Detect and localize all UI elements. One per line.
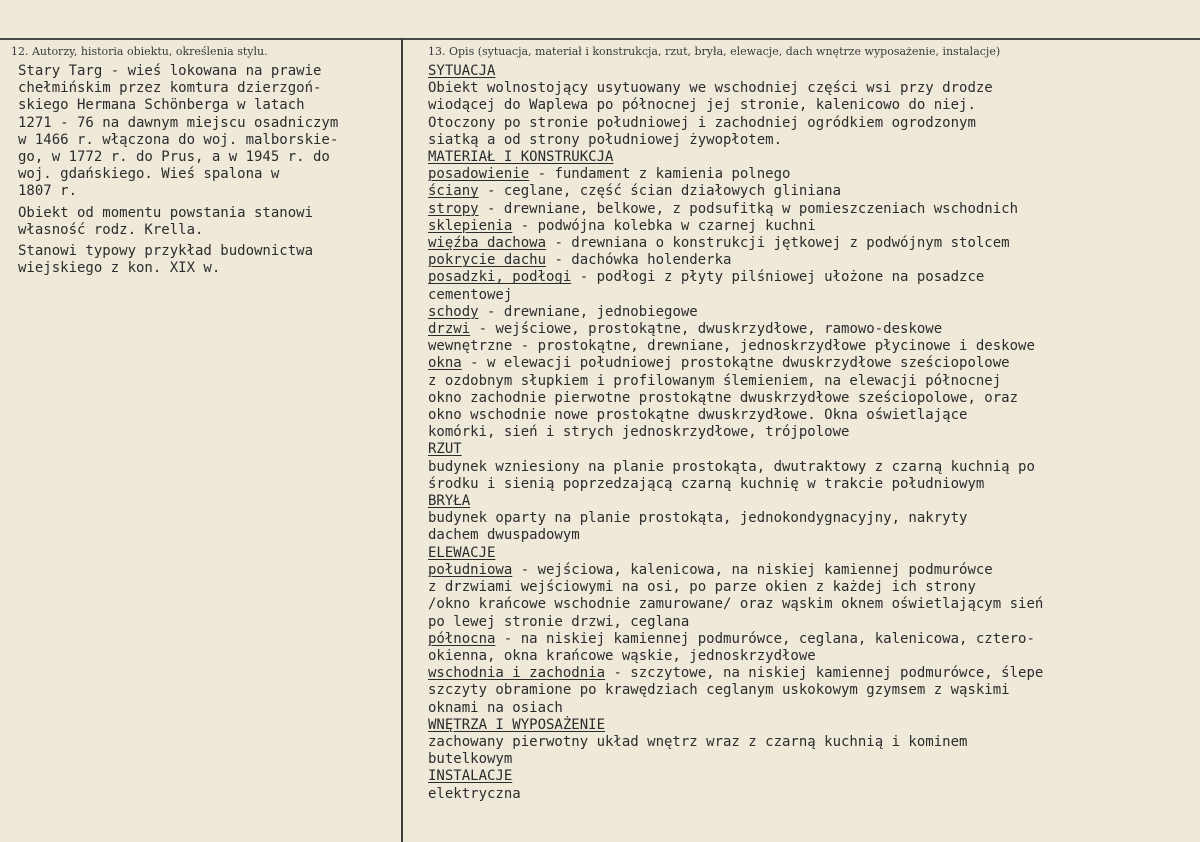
description-line — [428, 734, 1198, 751]
description-line — [428, 390, 1198, 407]
field-text: okno wschodnie nowe prostokątne dwuskrzydłowe. Okna oświetlające — [428, 407, 968, 424]
field-label: ściany — [428, 183, 479, 200]
description-line — [428, 614, 1198, 631]
description-line — [428, 132, 1198, 149]
field-label: stropy — [428, 200, 479, 217]
field-text: - wejściowa, kalenicowa, na niskiej kamiennej podmurówce — [512, 561, 993, 578]
description-line — [428, 80, 1198, 97]
field-text: dachem dwuspadowym — [428, 527, 580, 544]
field-text: butelkowym — [428, 751, 513, 768]
section-heading — [428, 768, 1198, 785]
section-heading-label: MATERIAŁ I KONSTRUKCJA — [428, 149, 614, 166]
field-text: z drzwiami wejściowymi na osi, po parze okien z każdej ich strony — [428, 579, 976, 596]
field-text: szczyty obramione po krawędziach ceglanym uskokowym gzymsem z wąskimi — [428, 682, 1010, 699]
field-text: okienna, okna krańcowe wąskie, jednoskrzydłowe — [428, 647, 816, 664]
field-label: pokrycie dachu — [428, 252, 547, 269]
field-text: - drewniana o konstrukcji jętkowej z podwójnym stolcem — [546, 235, 1010, 252]
description-line — [428, 338, 1198, 355]
field-text: środku i sienią poprzedzającą czarną kuchnię w trakcie południowym — [428, 475, 985, 492]
section-heading — [428, 441, 1198, 458]
description-line — [428, 786, 1198, 803]
history-column — [18, 63, 398, 277]
field-label: wschodnia i zachodnia — [428, 665, 606, 682]
field-label: sklepienia — [428, 217, 513, 234]
section-heading — [428, 63, 1198, 80]
column-divider — [401, 38, 403, 842]
field-text: siatką a od strony południowej żywopłotem. — [428, 131, 783, 148]
description-line — [428, 682, 1198, 699]
field-text: - w elewacji południowej prostokątne dwuskrzydłowe sześciopolowe — [461, 355, 1010, 372]
field-text: oknami na osiach — [428, 699, 563, 716]
section-heading-label: WNĘTRZA I WYPOSAŻENIE — [428, 716, 606, 733]
field-text: po lewej stronie drzwi, ceglana — [428, 613, 690, 630]
field-label: północna — [428, 630, 496, 647]
field-text: komórki, sień i strych jednoskrzydłowe, trójpolowe — [428, 424, 850, 441]
field-label: okna — [428, 355, 462, 372]
section-heading — [428, 493, 1198, 510]
description-line — [428, 269, 1198, 286]
field-text: wewnętrzne - prostokątne, drewniane, jednoskrzydłowe płycinowe i deskowe — [428, 338, 1035, 355]
field-text: - wejściowe, prostokątne, dwuskrzydłowe, ramowo-deskowe — [470, 321, 943, 338]
field-text: - podwójna kolebka w czarnej kuchni — [512, 217, 816, 234]
history-line: skiego Hermana Schönberga w latach — [18, 97, 305, 114]
section-heading — [428, 149, 1198, 166]
history-line: wiejskiego z kon. XIX w. — [18, 260, 221, 277]
history-line: Obiekt od momentu powstania stanowi — [18, 204, 314, 221]
field-text: /okno krańcowe wschodnie zamurowane/ oraz wąskim oknem oświetlającym sień — [428, 596, 1044, 613]
description-line — [428, 373, 1198, 390]
field-text: - fundament z kamienia polnego — [529, 166, 791, 183]
description-line — [428, 304, 1198, 321]
description-line — [428, 665, 1198, 682]
field-text: wiodącej do Waplewa po północnej jej stronie, kalenicowo do niej. — [428, 97, 976, 114]
history-line: chełmińskim przez komtura dzierzgoń- — [18, 80, 322, 97]
description-line — [428, 527, 1198, 544]
description-line — [428, 218, 1198, 235]
description-line — [428, 201, 1198, 218]
history-line: Stanowi typowy przykład budownictwa — [18, 243, 314, 260]
field-label: posadzki, podłogi — [428, 269, 572, 286]
field-text: - szczytowe, na niskiej kamiennej podmurówce, ślepe — [605, 665, 1044, 682]
field-text: - drewniane, jednobiegowe — [478, 303, 698, 320]
description-line — [428, 355, 1198, 372]
description-line — [428, 459, 1198, 476]
field-text: zachowany pierwotny układ wnętrz wraz z czarną kuchnią i kominem — [428, 733, 968, 750]
description-line — [428, 115, 1198, 132]
description-line — [428, 700, 1198, 717]
history-line: w 1466 r. włączona do woj. malborskie- — [18, 131, 339, 148]
description-line — [428, 562, 1198, 579]
section-heading-label: INSTALACJE — [428, 768, 513, 785]
description-line — [428, 407, 1198, 424]
section-12-header: 12. Autorzy, historia obiektu, określenia stylu. — [11, 45, 268, 58]
description-line — [428, 97, 1198, 114]
section-heading — [428, 545, 1198, 562]
description-line — [428, 751, 1198, 768]
description-column — [428, 63, 1198, 803]
history-line: woj. gdańskiego. Wieś spalona w — [18, 166, 280, 183]
field-text: z ozdobnym słupkiem i profilowanym ślemieniem, na elewacji północnej — [428, 372, 1002, 389]
description-line — [428, 287, 1198, 304]
field-text: - na niskiej kamiennej podmurówce, ceglana, kalenicowa, cztero- — [495, 630, 1035, 647]
field-label: posadowienie — [428, 166, 530, 183]
section-heading-label: ELEWACJE — [428, 544, 496, 561]
section-heading — [428, 717, 1198, 734]
description-line — [428, 596, 1198, 613]
history-line: 1807 r. — [18, 183, 78, 200]
section-heading-label: BRYŁA — [428, 493, 471, 510]
history-line: 1271 - 76 na dawnym miejscu osadniczym — [18, 114, 339, 131]
field-text: - dachówka holenderka — [546, 252, 732, 269]
description-line — [428, 252, 1198, 269]
description-line — [428, 321, 1198, 338]
history-line: Stary Targ - wieś lokowana na prawie — [18, 63, 322, 79]
description-line — [428, 631, 1198, 648]
history-line: własność rodz. Krella. — [18, 221, 204, 238]
field-text: cementowej — [428, 286, 513, 303]
section-13-header: 13. Opis (sytuacja, materiał i konstrukcja, rzut, bryła, elewacje, dach wnętrze wyposażenie, instalacje) — [428, 45, 1001, 58]
field-label: schody — [428, 303, 479, 320]
description-line — [428, 579, 1198, 596]
field-text: okno zachodnie pierwotne prostokątne dwuskrzydłowe sześciopolowe, oraz — [428, 389, 1019, 406]
description-line — [428, 235, 1198, 252]
description-line — [428, 183, 1198, 200]
field-text: - ceglane, część ścian działowych gliniana — [478, 183, 842, 200]
description-line — [428, 424, 1198, 441]
field-text: Obiekt wolnostojący usytuowany we wschodniej części wsi przy drodze — [428, 80, 993, 97]
field-label: południowa — [428, 561, 513, 578]
field-text: budynek wzniesiony na planie prostokąta, dwutraktowy z czarną kuchnią po — [428, 458, 1035, 475]
section-heading-label: RZUT — [428, 441, 462, 458]
description-line — [428, 510, 1198, 527]
field-label: więźba dachowa — [428, 235, 547, 252]
description-line — [428, 648, 1198, 665]
field-text: - drewniane, belkowe, z podsufitką w pomieszczeniach wschodnich — [478, 200, 1019, 217]
history-line: go, w 1772 r. do Prus, a w 1945 r. do — [18, 149, 330, 166]
top-rule — [0, 38, 1200, 40]
description-line — [428, 476, 1198, 493]
field-text: Otoczony po stronie południowej i zachodniej ogródkiem ogrodzonym — [428, 114, 976, 131]
field-text: elektryczna — [428, 785, 521, 802]
field-text: - podłogi z płyty pilśniowej ułożone na posadzce — [571, 269, 985, 286]
section-heading-label: SYTUACJA — [428, 63, 496, 79]
description-line — [428, 166, 1198, 183]
field-label: drzwi — [428, 321, 471, 338]
field-text: budynek oparty na planie prostokąta, jednokondygnacyjny, nakryty — [428, 510, 968, 527]
